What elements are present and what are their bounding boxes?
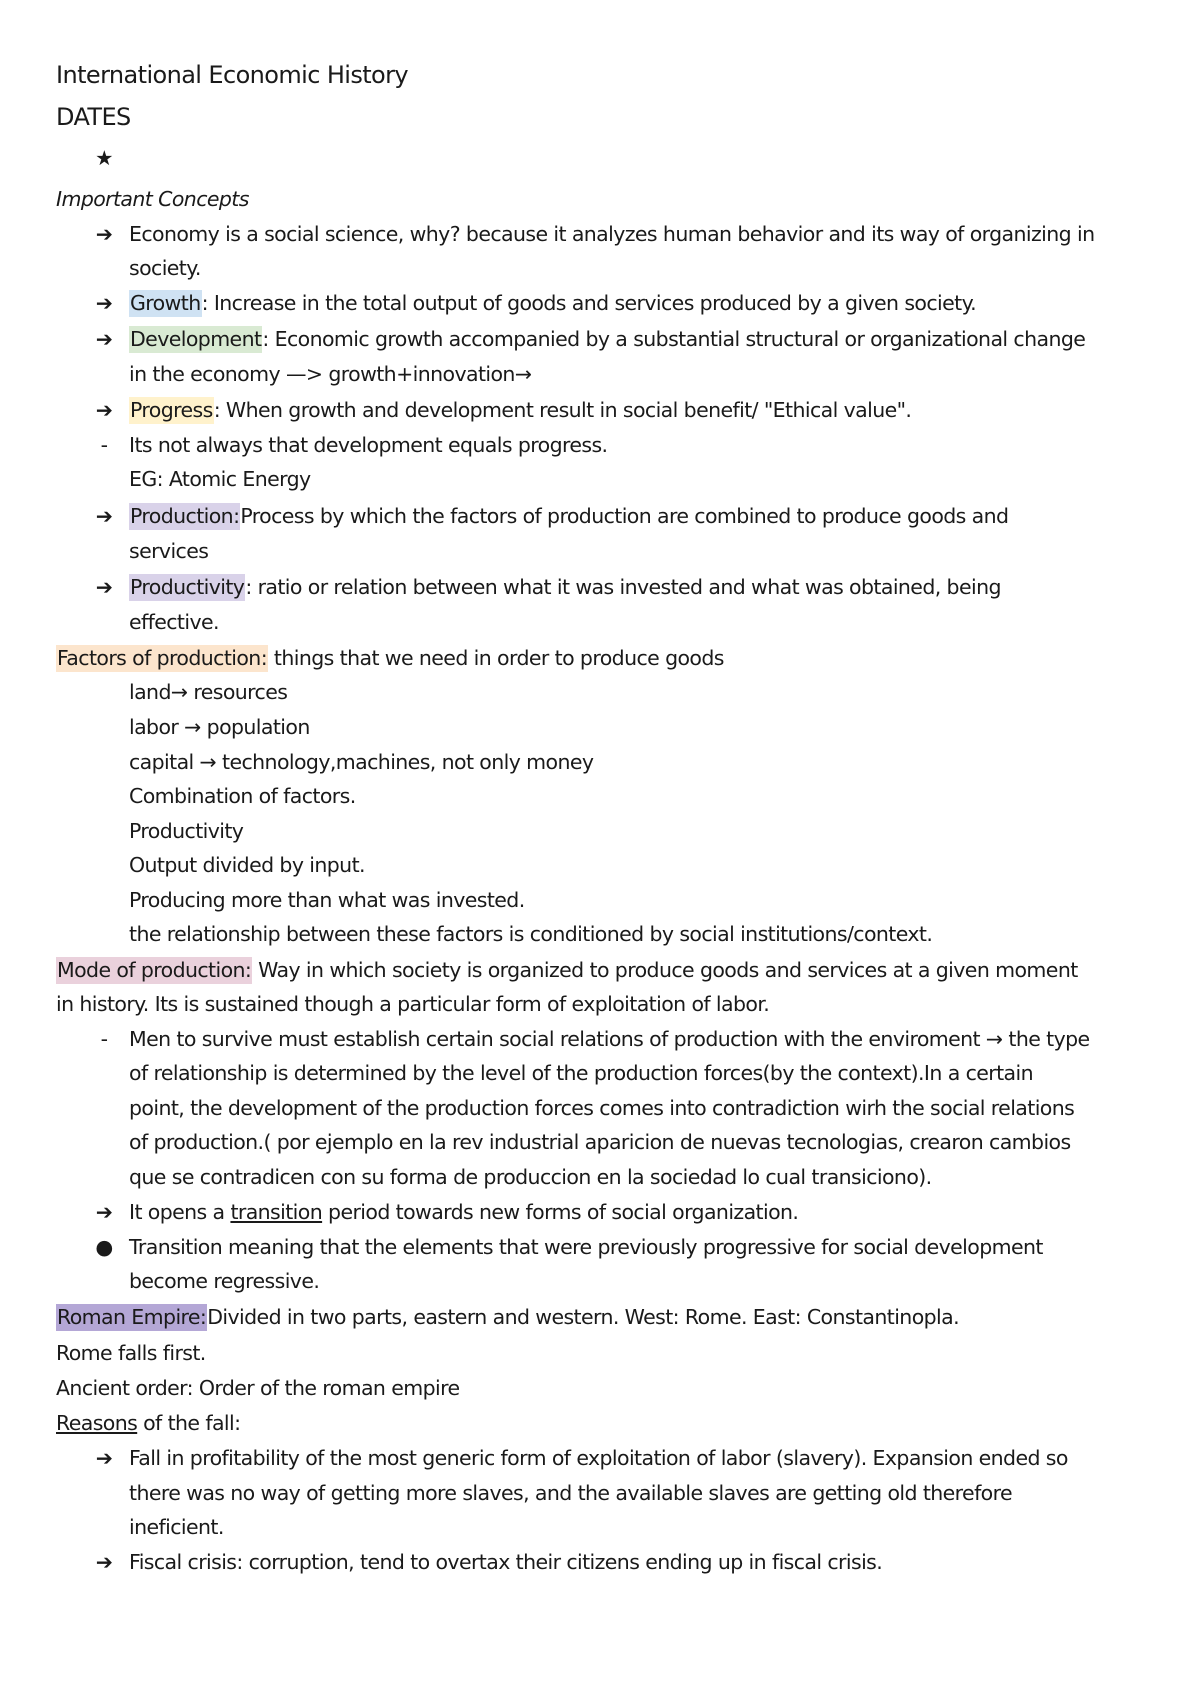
fall-reason-line: there was no way of getting more slaves, and the available slaves are getting old therefore <box>129 1481 1013 1505</box>
factors-text: things that we need in order to produce goods <box>268 646 724 670</box>
fall-reason-line: Fall in profitability of the most generic form of exploitation of labor (slavery). Expansion ended so <box>129 1446 1068 1470</box>
dot-bullet: ● <box>95 1235 113 1259</box>
opens-line <box>129 1196 798 1228</box>
development-text: : Economic growth accompanied by a substantial structural or organizational change <box>262 327 1086 351</box>
production-text: Process by which the factors of production are combined to produce goods and <box>240 504 1009 528</box>
document-title: International Economic History <box>56 61 408 89</box>
growth-term: Growth <box>130 291 201 315</box>
men-line: Men to survive must establish certain social relations of production with the enviroment → the type <box>129 1027 1090 1051</box>
factors-line: Producing more than what was invested. <box>129 888 525 912</box>
mode-term: Mode of production: <box>57 958 252 982</box>
productivity-text: : ratio or relation between what it was invested and what was obtained, being <box>245 575 1001 599</box>
arrow-bullet: ➔ <box>95 1200 113 1224</box>
progress-text: : When growth and development result in social benefit/ "Ethical value". <box>213 398 912 422</box>
production-term: Production: <box>130 504 240 528</box>
reasons-line <box>56 1407 240 1439</box>
transition-line: become regressive. <box>129 1269 320 1293</box>
arrow-bullet: ➔ <box>95 327 113 351</box>
factors-line: labor → population <box>129 715 310 739</box>
opens-text: It opens a <box>129 1200 231 1224</box>
factors-line: the relationship between these factors is conditioned by social institutions/context. <box>129 922 933 946</box>
mode-definition <box>56 954 1078 986</box>
example-line: EG: Atomic Energy <box>129 467 311 491</box>
rome-falls-line: Rome falls first. <box>56 1341 206 1365</box>
productivity-line: effective. <box>129 610 219 634</box>
development-line: in the economy —> growth+innovation→ <box>129 362 532 386</box>
arrow-bullet: ➔ <box>95 291 113 315</box>
productivity-definition <box>129 571 1001 603</box>
roman-definition <box>56 1301 959 1333</box>
development-definition <box>129 323 1085 355</box>
economy-line: society. <box>129 256 201 280</box>
men-line: of relationship is determined by the level of the production forces(by the context).In a certain <box>129 1061 1033 1085</box>
reasons-text: of the fall: <box>137 1411 241 1435</box>
development-term: Development <box>130 327 262 351</box>
fall-reason-line: ineficient. <box>129 1515 224 1539</box>
roman-term: Roman Empire: <box>57 1305 207 1329</box>
dash-bullet: - <box>100 1027 108 1051</box>
fiscal-crisis-line: Fiscal crisis: corruption, tend to overtax their citizens ending up in fiscal crisis. <box>129 1550 883 1574</box>
men-line: que se contradicen con su forma de produccion en la sociedad lo cual transiciono). <box>129 1165 932 1189</box>
mode-line: in history. Its is sustained though a particular form of exploitation of labor. <box>56 992 770 1016</box>
transition-line: Transition meaning that the elements that were previously progressive for social development <box>129 1235 1043 1259</box>
growth-text: : Increase in the total output of goods and services produced by a given society. <box>201 291 977 315</box>
factors-line: Output divided by input. <box>129 853 365 877</box>
reasons-word: Reasons <box>56 1411 138 1435</box>
progress-definition <box>129 394 911 426</box>
men-line: of production.( por ejemplo en la rev industrial aparicion de nuevas tecnologias, crearon cambios <box>129 1130 1071 1154</box>
mode-text: Way in which society is organized to produce goods and services at a given moment <box>252 958 1078 982</box>
transition-word: transition <box>230 1200 323 1224</box>
arrow-bullet: ➔ <box>95 222 113 246</box>
production-line: services <box>129 539 209 563</box>
opens-text: period towards new forms of social organization. <box>322 1200 799 1224</box>
not-always-line: Its not always that development equals progress. <box>129 433 608 457</box>
ancient-order-line: Ancient order: Order of the roman empire <box>56 1376 460 1400</box>
concepts-heading: Important Concepts <box>56 187 249 211</box>
factors-line: Combination of factors. <box>129 784 356 808</box>
factors-term: Factors of production: <box>57 646 268 670</box>
arrow-bullet: ➔ <box>95 575 113 599</box>
production-definition <box>129 500 1008 532</box>
dates-heading: DATES <box>56 103 131 131</box>
men-line: point, the development of the production forces comes into contradiction wirh the social relations <box>129 1096 1075 1120</box>
growth-definition <box>129 287 976 319</box>
progress-term: Progress <box>130 398 213 422</box>
arrow-bullet: ➔ <box>95 398 113 422</box>
roman-text: Divided in two parts, eastern and western. West: Rome. East: Constantinopla. <box>207 1305 960 1329</box>
factors-definition <box>56 642 724 674</box>
productivity-term: Productivity <box>130 575 245 599</box>
dash-bullet: - <box>100 433 108 457</box>
economy-line: Economy is a social science, why? because it analyzes human behavior and its way of organizing in <box>129 222 1095 246</box>
arrow-bullet: ➔ <box>95 504 113 528</box>
factors-line: Productivity <box>129 819 244 843</box>
factors-line: capital → technology,machines, not only money <box>129 750 594 774</box>
star-bullet: ★ <box>95 146 113 170</box>
factors-line: land→ resources <box>129 680 288 704</box>
arrow-bullet: ➔ <box>95 1446 113 1470</box>
arrow-bullet: ➔ <box>95 1550 113 1574</box>
